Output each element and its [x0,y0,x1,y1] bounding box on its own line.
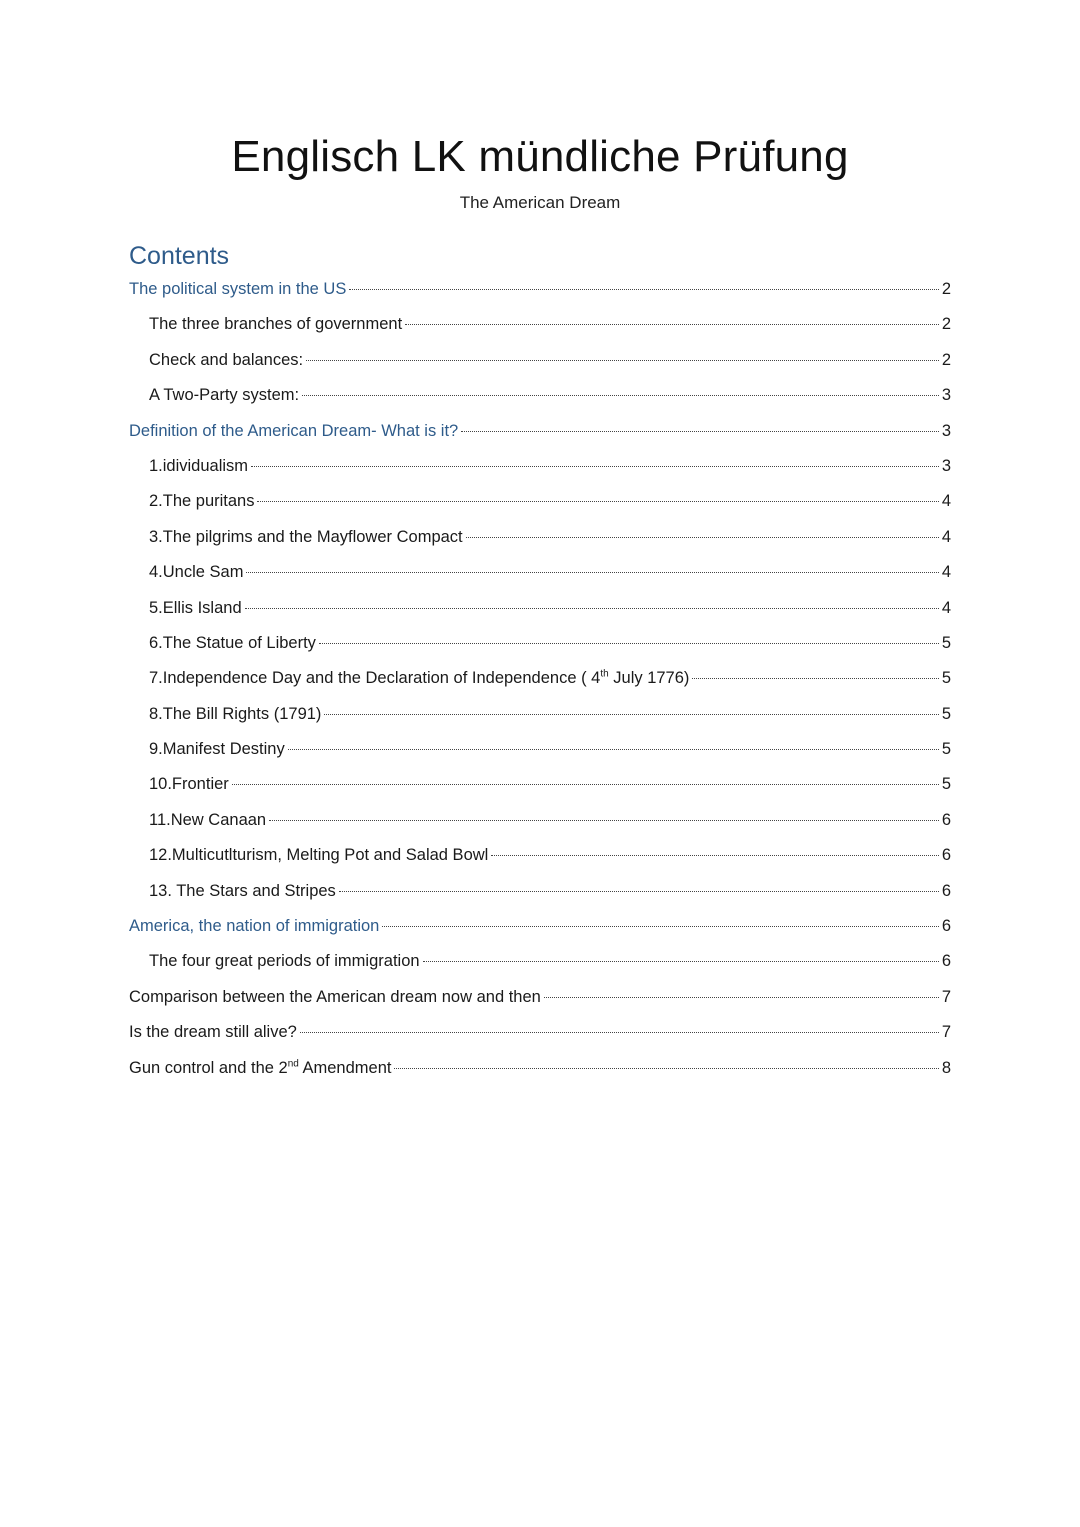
toc-entry[interactable] [129,980,951,1015]
dot-leader [405,324,939,325]
toc-entry[interactable] [129,555,951,590]
toc-entry-title-text: 4.Uncle Sam [149,563,244,582]
toc-page-number[interactable]: 7 [941,987,951,1006]
toc-page-number[interactable]: 6 [941,846,951,865]
toc-entry-title[interactable] [149,484,254,519]
dot-leader [544,997,939,998]
toc-page-number[interactable]: 6 [941,881,951,900]
toc-entry-title-text: 13. The Stars and Stripes [149,881,336,900]
dot-leader [319,643,939,644]
toc-entry-title-text: 12.Multicutlturism, Melting Pot and Salad Bowl [149,846,489,865]
toc-page-number[interactable]: 7 [941,1023,951,1042]
toc-entry-title[interactable] [149,732,285,767]
toc-entry-title-text: 10.Frontier [149,775,229,794]
toc-entry-title[interactable] [149,767,229,802]
toc-entry-superscript: nd [287,1058,299,1070]
dot-leader [269,820,939,821]
toc-page-number[interactable]: 2 [941,315,951,334]
toc-entry[interactable] [129,838,951,873]
toc-entry-title-text: Is the dream still alive? [129,1023,297,1042]
toc-entry[interactable] [129,909,951,944]
toc-entry-title-text: A Two-Party system: [149,386,300,405]
dot-leader [302,395,939,396]
toc-entry-title-text: 3.The pilgrims and the Mayflower Compact [149,527,463,546]
toc-entry-title[interactable] [129,1015,297,1050]
toc-page-number[interactable]: 8 [941,1058,951,1077]
toc-entry[interactable] [129,661,951,696]
document-title: Englisch LK mündliche Prüfung [231,132,849,181]
dot-leader [257,501,938,502]
toc-entry[interactable] [129,803,951,838]
toc-entry[interactable] [129,626,951,661]
toc-entry-title-text: Gun control and the 2 [129,1058,288,1077]
toc-page-number[interactable]: 6 [941,917,951,936]
toc-page-number[interactable]: 3 [941,386,951,405]
toc-entry[interactable] [129,272,951,307]
toc-entry-title-text: 6.The Statue of Liberty [149,633,316,652]
document-subtitle: The American Dream [459,193,621,212]
toc-entry-title[interactable] [149,874,336,909]
toc-entry-title[interactable] [129,272,346,307]
toc-page-number[interactable]: 5 [941,740,951,759]
toc-entry[interactable] [129,1015,951,1050]
toc-entry-title[interactable] [149,944,420,979]
dot-leader [245,608,939,609]
toc-entry[interactable] [129,697,951,732]
table-of-contents [129,272,951,1086]
toc-entry-title[interactable] [129,414,458,449]
toc-page-number[interactable]: 2 [941,350,951,369]
toc-heading: Contents [129,242,230,270]
toc-page-number[interactable]: 2 [941,280,951,298]
toc-page-number[interactable]: 3 [941,456,951,475]
toc-entry-title-text: 11.New Canaan [149,810,267,829]
toc-entry[interactable] [129,378,951,413]
dot-leader [382,926,938,927]
toc-entry-title-text: 8.The Bill Rights (1791) [149,704,322,723]
toc-entry-title-text: 7.Independence Day and the Declaration of Independence ( 4 [149,669,601,688]
toc-entry-title[interactable] [149,803,266,838]
toc-entry-title[interactable] [129,980,541,1015]
toc-entry-title[interactable] [149,343,303,378]
dot-leader [232,784,939,785]
toc-page-number[interactable]: 4 [941,527,951,546]
toc-entry-title-text: 5.Ellis Island [149,598,242,617]
toc-entry-title-text: Definition of the American Dream- What is it? [129,421,459,440]
dot-leader [692,678,938,679]
dot-leader [324,714,938,715]
dot-leader [339,891,939,892]
toc-entry-superscript: th [600,668,609,680]
toc-page-number[interactable]: 6 [941,952,951,971]
toc-entry[interactable] [129,484,951,519]
dot-leader [306,360,939,361]
toc-entry[interactable] [129,767,951,802]
toc-page-number[interactable]: 4 [941,598,951,617]
dot-leader [300,1032,939,1033]
toc-entry-title[interactable] [149,697,321,732]
toc-entry-title-text: America, the nation of immigration [129,917,380,936]
toc-entry-title-suffix: Amendment [298,1058,392,1077]
toc-entry-title[interactable] [149,555,243,590]
toc-entry-title[interactable] [149,449,248,484]
toc-entry-title-text: 2.The puritans [149,492,255,511]
toc-page-number[interactable]: 3 [941,421,951,440]
toc-entry-title-text: The four great periods of immigration [149,952,420,971]
toc-entry-title[interactable] [149,591,242,626]
toc-entry-title-suffix: July 1776) [608,669,690,688]
toc-page-number[interactable]: 5 [941,633,951,652]
toc-entry-title[interactable] [129,909,379,944]
toc-entry[interactable] [129,449,951,484]
toc-page-number[interactable]: 4 [941,492,951,511]
toc-entry[interactable] [129,874,951,909]
toc-entry[interactable] [129,343,951,378]
toc-entry-title-text: 9.Manifest Destiny [149,740,285,759]
dot-leader [288,749,939,750]
toc-entry-title-text: 1.idividualism [149,456,249,475]
toc-entry-title[interactable] [129,1051,391,1086]
toc-entry-title[interactable] [149,838,488,873]
toc-page-number[interactable]: 4 [941,563,951,582]
dot-leader [423,961,939,962]
toc-page-number[interactable]: 5 [941,669,951,688]
toc-entry[interactable] [129,1051,951,1086]
toc-entry[interactable] [129,944,951,979]
toc-entry-title-text: The three branches of government [149,315,403,334]
toc-entry-title[interactable] [149,307,402,342]
toc-entry[interactable] [129,414,951,449]
toc-entry-title-text: Check and balances: [149,350,304,369]
toc-entry-title[interactable] [149,520,463,555]
toc-entry[interactable] [129,520,951,555]
dot-leader [466,537,939,538]
toc-page-number[interactable]: 5 [941,704,951,723]
dot-leader [246,572,938,573]
dot-leader [349,289,938,290]
toc-page-number[interactable]: 6 [941,810,951,829]
dot-leader [461,431,939,432]
toc-entry[interactable] [129,307,951,342]
toc-entry[interactable] [129,732,951,767]
toc-entry-title[interactable] [149,661,689,696]
toc-entry-title-text: The political system in the US [129,280,347,298]
dot-leader [394,1068,938,1069]
toc-entry-title[interactable] [149,626,316,661]
toc-entry-title-text: Comparison between the American dream now and then [129,987,541,1006]
dot-leader [491,855,938,856]
toc-page-number[interactable]: 5 [941,775,951,794]
dot-leader [251,466,939,467]
toc-entry[interactable] [129,591,951,626]
toc-entry-title[interactable] [149,378,299,413]
